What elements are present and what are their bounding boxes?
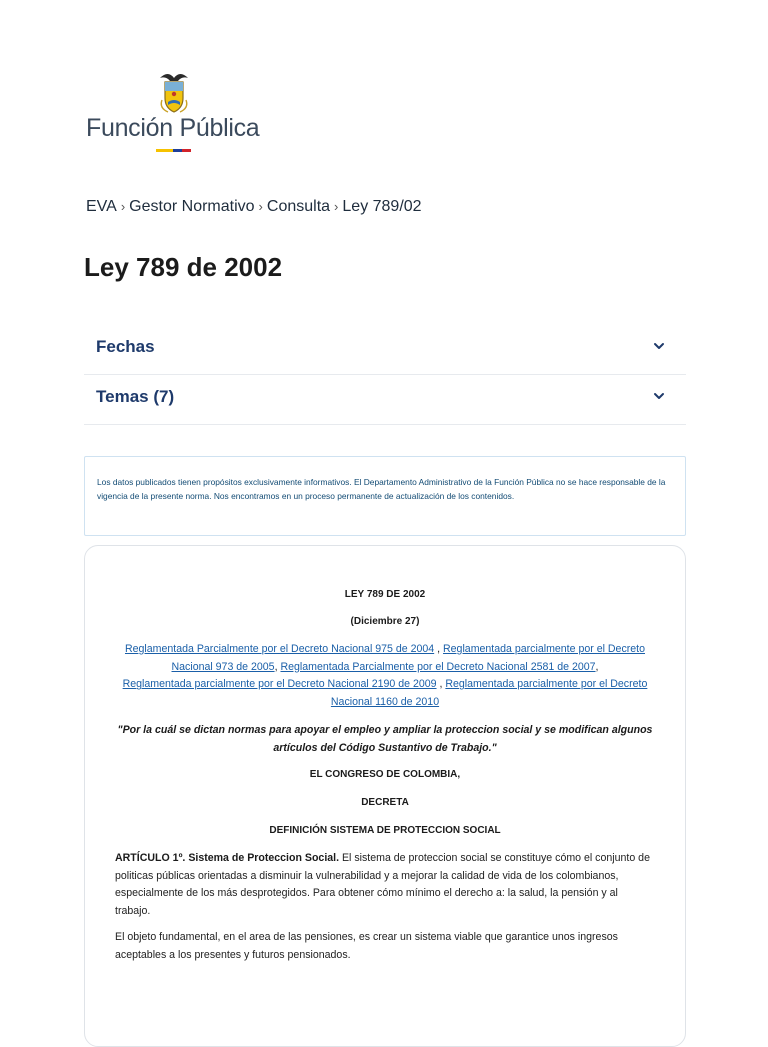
- article-1: [115, 850, 655, 920]
- disclaimer-text: Los datos publicados tienen propósitos exclusivamente informativos. El Departamento Administrativo de la Función Pública no se hace responsable de la vigencia de la presente norma. Nos encontramos en un proceso permanente de actualización de los contenidos.: [97, 477, 666, 501]
- breadcrumb-item-consulta[interactable]: Consulta: [266, 198, 331, 215]
- flag-red: [182, 149, 191, 152]
- flag-yellow: [156, 149, 173, 152]
- regulation-link[interactable]: Reglamentada parcialmente por el Decreto Nacional 973 de 2005: [171, 643, 645, 673]
- regulation-link[interactable]: Reglamentada parcialmente por el Decreto Nacional 2190 de 2009: [122, 678, 437, 691]
- article-1-heading: ARTÍCULO 1º. Sistema de Proteccion Social.: [115, 852, 340, 864]
- accordion-label: Temas (7): [96, 387, 175, 406]
- section-heading: DEFINICIÓN SISTEMA DE PROTECCION SOCIAL: [269, 825, 501, 836]
- breadcrumb-separator: ›: [334, 199, 339, 214]
- funcion-publica-logo[interactable]: [86, 72, 266, 156]
- decreta-heading: DECRETA: [361, 797, 409, 808]
- breadcrumb-separator: ›: [120, 199, 126, 214]
- accordion-label: Fechas: [96, 337, 155, 356]
- breadcrumb: [86, 198, 422, 216]
- regulation-separator: ,: [595, 660, 599, 673]
- accordion-temas[interactable]: [84, 374, 686, 425]
- regulation-separator: ,: [274, 660, 281, 673]
- regulation-separator: ,: [434, 643, 444, 655]
- coat-of-arms-icon: [156, 72, 192, 114]
- flag-stripe: [156, 149, 191, 152]
- law-document: [84, 545, 686, 1047]
- regulation-link[interactable]: Reglamentada Parcialmente por el Decreto Nacional 975 de 2004: [124, 643, 435, 655]
- congress-heading: EL CONGRESO DE COLOMBIA,: [309, 769, 461, 780]
- breadcrumb-item-gestor-normativo[interactable]: Gestor Normativo: [129, 198, 255, 215]
- regulations-list: [115, 641, 655, 711]
- law-subject: "Por la cuál se dictan normas para apoyar el empleo y ampliar la proteccion social y se modifican algunos artículos del Código Sustantivo de Trabajo.": [117, 724, 653, 754]
- disclaimer-notice: [84, 456, 686, 536]
- regulation-link[interactable]: Reglamentada parcialmente por el Decreto Nacional 1160 de 2010: [330, 678, 648, 708]
- regulation-link[interactable]: Reglamentada Parcialmente por el Decreto Nacional 2581 de 2007: [280, 660, 596, 673]
- law-title: LEY 789 DE 2002: [344, 589, 426, 600]
- paragraph-pensiones: El objeto fundamental, en el area de las pensiones, es crear un sistema viable que garantice unos ingresos aceptables a los presentes y futuros pensionados.: [115, 931, 618, 961]
- breadcrumb-item-eva[interactable]: EVA: [86, 198, 117, 215]
- brand-name: Función Pública: [86, 114, 260, 142]
- flag-blue: [173, 149, 182, 152]
- chevron-down-icon: [652, 339, 666, 353]
- breadcrumb-separator: ›: [258, 199, 263, 214]
- chevron-down-icon: [652, 389, 666, 403]
- page-title: Ley 789 de 2002: [84, 252, 283, 282]
- breadcrumb-item-current: Ley 789/02: [342, 198, 422, 215]
- accordion-fechas[interactable]: [84, 324, 686, 375]
- article-1-text: El sistema de proteccion social se constituye cómo el conjunto de politicas públicas orientadas a disminuir la vulnerabilidad y a mejorar la calidad de vida de los colombianos, especialmente de los más desprotegidos. Para obtener cómo mínimo el derecho a: la salud, la pensión y al trabajo.: [115, 852, 650, 917]
- regulation-separator: ,: [436, 678, 446, 691]
- law-date: (Diciembre 27): [350, 616, 420, 627]
